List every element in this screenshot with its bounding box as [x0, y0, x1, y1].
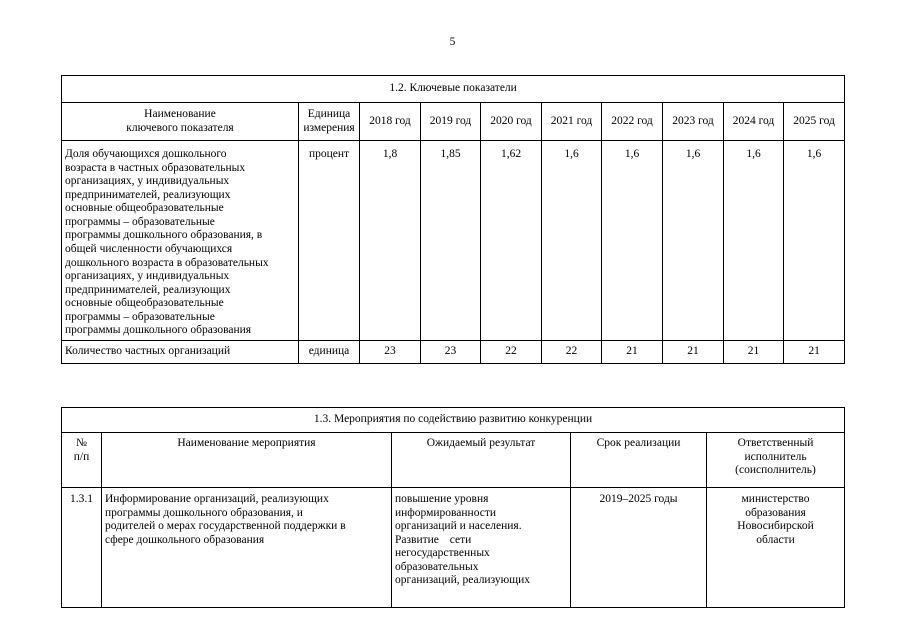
indicator-value: 1,6 [663, 141, 724, 341]
indicator-value: 1,6 [724, 141, 784, 341]
text-line: основные общеобразовательные [65, 297, 224, 310]
column-header-term: Срок реализации [571, 433, 707, 488]
text-line: предпринимателей, реализующих [65, 188, 231, 201]
text-line: Развитие сети [395, 533, 472, 546]
indicator-name [62, 141, 299, 341]
table-row [62, 488, 845, 608]
text-line: повышение уровня [395, 493, 489, 505]
column-header-year: 2019 год [421, 103, 481, 141]
indicator-value: 1,8 [360, 141, 421, 341]
measure-result [392, 488, 571, 608]
text-line: программы дошкольного образования [65, 324, 252, 337]
text-line: программы дошкольного образования, и [105, 506, 303, 519]
column-header-num: № п/п [62, 433, 102, 488]
column-header-name: Наименование мероприятия [102, 433, 392, 488]
text-line: организациях, у индивидуальных [65, 175, 230, 188]
column-header-year: 2018 год [360, 103, 421, 141]
text-line: возраста в частных образовательных [65, 161, 246, 174]
text-line: дошкольного возраста в образовательных [65, 256, 269, 269]
measure-name [102, 488, 392, 608]
text-line: основные общеобразовательные [65, 202, 224, 215]
text-line: Доля обучающихся дошкольного [65, 148, 227, 160]
table-row [62, 141, 845, 341]
text-line: негосударственных [395, 547, 490, 560]
indicator-value: 23 [421, 340, 481, 363]
indicator-value: 1,62 [481, 141, 542, 341]
text-line: Информирование организаций, реализующих [105, 493, 329, 505]
indicator-value: 22 [542, 340, 602, 363]
text-line: организаций и населения. [395, 520, 522, 533]
indicator-value: 1,6 [602, 141, 663, 341]
text-line: программы – образовательные [65, 310, 215, 323]
column-header-name: Наименование ключевого показателя [62, 103, 299, 141]
section-title: 1.2. Ключевые показатели [62, 76, 845, 103]
measure-responsible: министерство образования Новосибирской области [707, 488, 845, 608]
measure-number: 1.3.1 [62, 488, 102, 608]
text-line: предпринимателей, реализующих [65, 283, 231, 296]
measure-term: 2019–2025 годы [571, 488, 707, 608]
column-header-year: 2025 год [784, 103, 845, 141]
column-header-responsible: Ответственный исполнитель (соисполнитель) [707, 433, 845, 488]
column-header-year: 2022 год [602, 103, 663, 141]
indicator-value: 1,6 [784, 141, 845, 341]
column-header-year: 2020 год [481, 103, 542, 141]
indicator-name: Количество частных организаций [62, 340, 299, 363]
text-line: сфере дошкольного образования [105, 533, 265, 546]
table-header-row [62, 433, 845, 488]
column-header-year: 2021 год [542, 103, 602, 141]
indicator-value: 1,6 [542, 141, 602, 341]
indicator-value: 21 [724, 340, 784, 363]
indicator-value: 21 [663, 340, 724, 363]
indicator-value: 22 [481, 340, 542, 363]
column-header-year: 2023 год [663, 103, 724, 141]
table-row [62, 340, 845, 363]
indicator-unit: процент [299, 141, 360, 341]
column-header-unit: Единица измерения [299, 103, 360, 141]
text-line: программы – образовательные [65, 215, 215, 228]
indicator-value: 21 [784, 340, 845, 363]
text-line: организациях, у индивидуальных [65, 270, 230, 283]
competition-measures-table [61, 407, 845, 608]
indicator-value: 23 [360, 340, 421, 363]
text-line: общей численности обучающихся [65, 242, 233, 255]
section-title: 1.3. Мероприятия по содействию развитию конкуренции [62, 408, 845, 433]
text-line: образовательных [395, 560, 479, 573]
column-header-year: 2024 год [724, 103, 784, 141]
text-line: организаций, реализующих [395, 574, 530, 587]
page-number: 5 [449, 36, 456, 48]
indicator-value: 1,85 [421, 141, 481, 341]
text-line: информированности [395, 506, 497, 519]
column-header-result: Ожидаемый результат [392, 433, 571, 488]
table-header-row [62, 103, 845, 141]
key-indicators-table [61, 75, 845, 364]
text-line: программы дошкольного образования, в [65, 229, 263, 242]
indicator-unit: единица [299, 340, 360, 363]
text-line: родителей о мерах государственной поддержки в [105, 520, 346, 533]
indicator-value: 21 [602, 340, 663, 363]
